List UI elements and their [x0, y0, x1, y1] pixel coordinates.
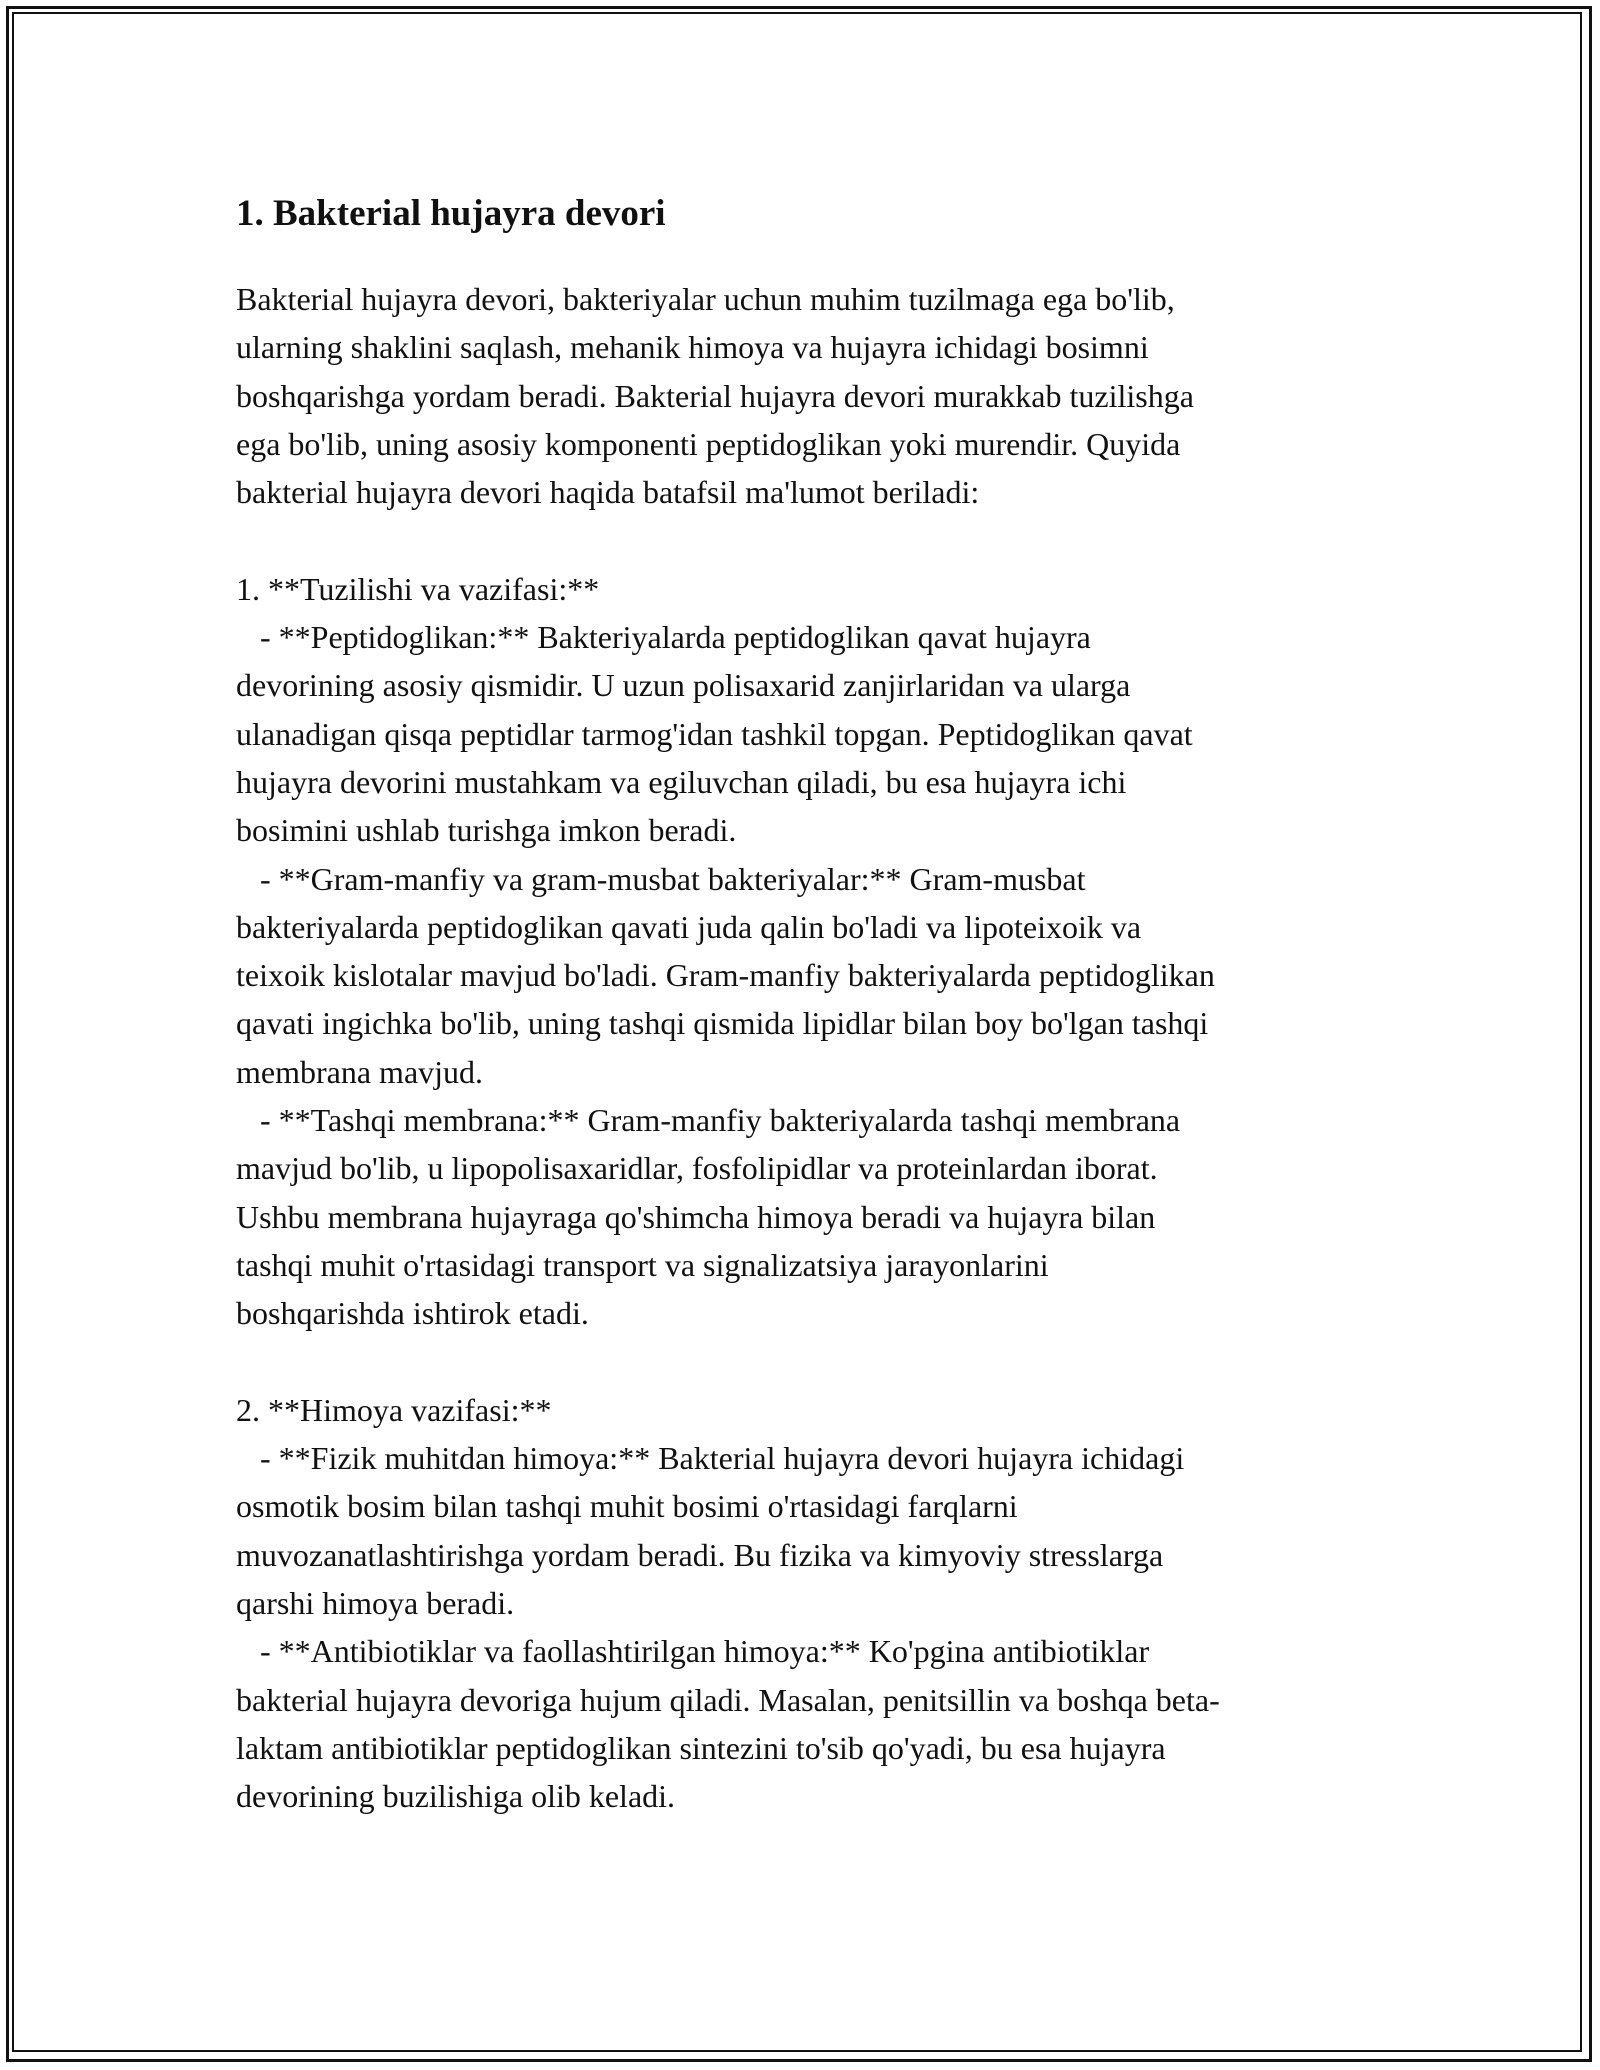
document-title: 1. Bakterial hujayra devori [236, 193, 666, 234]
section-structure: 1. **Tuzilishi va vazifasi:** - **Peptidoglikan:** Bakteriyalarda peptidoglikan qavat hujayra devorining asosiy qismidir. U uzun polisaxarid zanjirlaridan va ularga ulanadigan qisqa peptidlar tarmog'idan tashkil topgan. Peptidoglikan qavat hujayra devorini mustahkam va egiluvchan qiladi, bu esa hujayra ichi bosimini ushlab turishga imkon beradi. - **Gram-manfiy va gram-musbat bakteriyalar:** Gram-musbat bakteriyalarda peptidoglikan qavati juda qalin bo'ladi va lipoteixoik va teixoik kislotalar mavjud bo'ladi. Gram-manfiy bakteriyalarda peptidoglikan qavati ingichka bo'lib, uning tashqi qismida lipidlar bilan boy bo'lgan tashqi membrana mavjud. - **Tashqi membrana:** Gram-manfiy bakteriyalarda tashqi membrana mavjud bo'lib, u lipopolisaxaridlar, fosfolipidlar va proteinlardan iborat. Ushbu membrana hujayraga qo'shimcha himoya beradi va hujayra bilan tashqi muhit o'rtasidagi transport va signalizatsiya jarayonlarini boshqarishda ishtirok etadi. [236, 570, 1215, 1332]
spacer-line [236, 1338, 1376, 1386]
spacer-line [236, 516, 1376, 564]
intro-paragraph: Bakterial hujayra devori, bakteriyalar uchun muhim tuzilmaga ega bo'lib, ularning shaklini saqlash, mehanik himoya va hujayra ichidagi bosimni boshqarishga yordam beradi. Bakterial hujayra devori murakkab tuzilishga ega bo'lib, uning asosiy komponenti peptidoglikan yoki murendir. Quyida bakterial hujayra devori haqida batafsil ma'lumot beriladi: [236, 281, 1194, 511]
section-protection: 2. **Himoya vazifasi:** - **Fizik muhitdan himoya:** Bakterial hujayra devori hujayra ichidagi osmotik bosim bilan tashqi muhit bosimi o'rtasidagi farqlarni muvozanatlashtirishga yordam beradi. Bu fizika va kimyoviy stresslarga qarshi himoya beradi. - **Antibiotiklar va faollashtirilgan himoya:** Ko'pgina antibiotiklar bakterial hujayra devoriga hujum qiladi. Masalan, penitsillin va boshqa beta- laktam antibiotiklar peptidoglikan sintezini to'sib qo'yadi, bu esa hujayra devorining buzilishiga olib keladi. [236, 1391, 1220, 1815]
document-body [236, 185, 1376, 1821]
